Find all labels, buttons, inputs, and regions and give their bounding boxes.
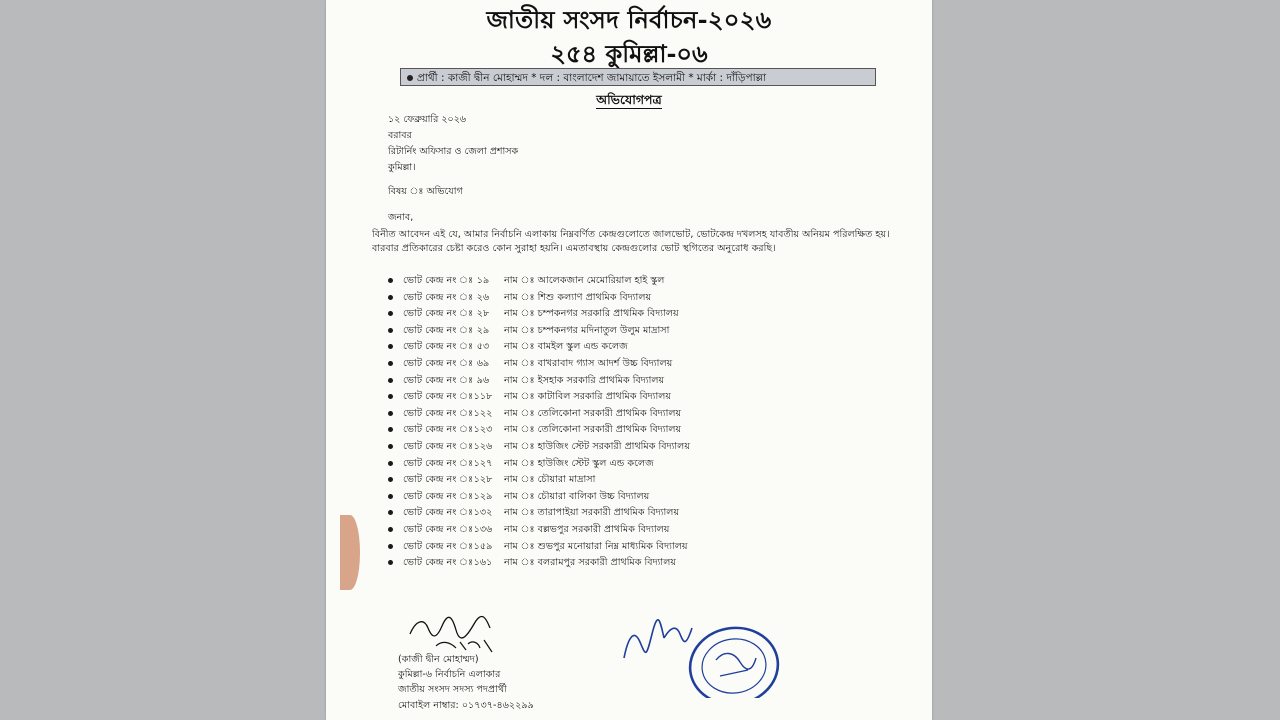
bullet-icon	[388, 328, 393, 333]
vote-center-number: ১২২	[473, 407, 493, 419]
title-election: জাতীয় সংসদ নির্বাচন-২০২৬	[486, 5, 772, 34]
vote-center-name: নাম ঃ কাটাবিল সরকারি প্রাথমিক বিদ্যালয়	[504, 391, 672, 403]
vote-center-number: ১২৮	[473, 474, 493, 486]
vote-center-label: ভোট কেন্দ্র নং ঃ	[403, 474, 474, 486]
vote-center-label: ভোট কেন্দ্র নং ঃ	[403, 424, 474, 436]
bullet-icon	[388, 411, 393, 416]
letter-recipient: রিটার্নিং অফিসার ও জেলা প্রশাসক	[388, 146, 519, 157]
bullet-icon	[388, 278, 393, 283]
letter-to: বরাবর	[388, 130, 412, 141]
vote-center-label: ভোট কেন্দ্র নং ঃ	[403, 357, 474, 369]
vote-center-name: নাম ঃ ইসহাক সরকারি প্রাথমিক বিদ্যালয়	[504, 374, 665, 386]
vote-center-number: ১৬১	[473, 557, 493, 569]
vote-center-number: ১৯	[476, 275, 490, 286]
vote-center-label: ভোট কেন্দ্র নং ঃ	[403, 507, 474, 519]
vote-center-name: নাম ঃ চম্পকনগর সরকারি প্রাথমিক বিদ্যালয়	[504, 308, 679, 320]
vote-center-label: ভোট কেন্দ্র নং ঃ	[403, 440, 474, 452]
vote-center-name: নাম ঃ তেলিকোনা সরকারী প্রাথমিক বিদ্যালয়	[504, 424, 682, 436]
bullet-icon	[388, 344, 393, 349]
vote-center-label: ভোট কেন্দ্র নং ঃ	[403, 523, 474, 535]
vote-center-label: ভোট কেন্দ্র নং ঃ	[403, 374, 474, 386]
document-page	[326, 0, 932, 720]
handwritten-signature	[406, 612, 516, 656]
bullet-icon	[388, 527, 393, 532]
vote-center-label: ভোট কেন্দ্র নং ঃ	[403, 540, 474, 552]
bullet-icon	[388, 461, 393, 466]
vote-center-name: নাম ঃ বামইল স্কুল এন্ড কলেজ	[504, 341, 628, 353]
vote-center-label: ভোট কেন্দ্র নং ঃ	[403, 457, 474, 469]
vote-center-name: নাম ঃ শুভপুর মনোয়ারা নিম্ন মাধ্যমিক বিদ্যালয়	[504, 540, 688, 552]
vote-center-number: ২৯	[476, 324, 490, 336]
vote-center-name: নাম ঃ তারাপাইয়া সরকারী প্রাথমিক বিদ্যালয়	[504, 507, 680, 519]
vote-center-number: ১২৬	[473, 440, 493, 452]
vote-center-number: ২৮	[476, 308, 490, 320]
bullet-icon	[388, 394, 393, 399]
bullet-icon	[388, 378, 393, 383]
vote-center-name: নাম ঃ আলেকজান মেমোরিয়াল হাই স্কুল	[504, 275, 665, 286]
vote-center-name: নাম ঃ চম্পকনগর মদিনাতুল উলুম মাদ্রাসা	[504, 324, 670, 336]
vote-center-number: ১১৮	[473, 391, 493, 403]
vote-center-label: ভোট কেন্দ্র নং ঃ	[403, 557, 474, 569]
finger-photo-edge	[340, 515, 360, 590]
letter-subject: বিষয় ঃ অভিযোগ	[388, 186, 463, 197]
bullet-icon	[388, 311, 393, 316]
bullet-icon	[388, 295, 393, 300]
bullet-icon	[388, 494, 393, 499]
bullet-icon	[388, 444, 393, 449]
title-constituency: ২৫৪ কুমিল্লা-০৬	[550, 39, 708, 68]
bullet-icon	[388, 510, 393, 515]
bullet-icon	[388, 560, 393, 565]
vote-center-name: নাম ঃ বাখরাবাদ গ্যাস আদর্শ উচ্চ বিদ্যালয়	[504, 357, 673, 369]
signatory-designation: জাতীয় সংসদ সদস্য পদপ্রার্থী	[398, 684, 507, 695]
bullet-icon	[388, 477, 393, 482]
vote-center-name: নাম ঃ হাউজিং স্টেট সরকারী প্রাথমিক বিদ্যালয়	[504, 440, 690, 452]
vote-center-name: নাম ঃ তেলিকোনা সরকারী প্রাথমিক বিদ্যালয়	[504, 407, 682, 419]
bullet-icon	[388, 427, 393, 432]
letter-place: কুমিল্লা।	[388, 162, 416, 173]
vote-center-label: ভোট কেন্দ্র নং ঃ	[403, 324, 474, 336]
vote-center-label: ভোট কেন্দ্র নং ঃ	[403, 341, 474, 353]
letter-salutation: জনাব,	[388, 212, 414, 223]
vote-center-number: ১২৯	[473, 490, 493, 502]
vote-center-name: নাম ঃ শিশু কল্যাণ প্রাথমিক বিদ্যালয়	[504, 291, 652, 303]
received-stamp-icon	[616, 598, 786, 698]
vote-center-name: নাম ঃ চৌয়ারা মাদ্রাসা	[504, 474, 596, 486]
vote-center-label: ভোট কেন্দ্র নং ঃ	[403, 291, 474, 303]
vote-center-number: ১৩৬	[473, 523, 493, 535]
vote-center-name: নাম ঃ বলরামপুর সরকারী প্রাথমিক বিদ্যালয়	[504, 557, 677, 569]
letter-body: বিনীত আবেদন এই যে, আমার নির্বাচনি এলাকায় নিম্নবর্ণিত কেন্দ্রগুলোতে জালভোট, ভোটকেন্দ্র দখলসহ যাবতীয় অনিয়ম পরিলক্ষিত হয়। বারবার প্রতিকারের চেষ্টা করেও কোন সুরাহা হয়নি। এমতাবস্থায় কেন্দ্রগুলোর ভোট স্থগিতের অনুরোধ করছি।	[372, 229, 890, 254]
heading-text: অভিযোগপত্র	[596, 92, 662, 107]
bullet-icon	[388, 544, 393, 549]
vote-center-label: ভোট কেন্দ্র নং ঃ	[403, 275, 474, 286]
candidate-info: প্রার্থী : কাজী দ্বীন মোহাম্মদ * দল : বাংলাদেশ জামায়াতে ইসলামী * মার্কা : দাঁড়িপাল্লা	[417, 72, 767, 84]
vote-center-name: নাম ঃ হাউজিং স্টেট স্কুল এন্ড কলেজ	[504, 457, 654, 469]
vote-center-label: ভোট কেন্দ্র নং ঃ	[403, 490, 474, 502]
vote-center-number: ১২৭	[473, 457, 493, 469]
bullet-icon	[388, 361, 393, 366]
vote-center-number: ১২৩	[473, 424, 493, 436]
vote-center-label: ভোট কেন্দ্র নং ঃ	[403, 407, 474, 419]
candidate-info-box	[400, 68, 876, 86]
bullet-icon	[407, 75, 413, 81]
vote-center-number: ৬৯	[476, 357, 490, 369]
vote-center-label: ভোট কেন্দ্র নং ঃ	[403, 308, 474, 320]
vote-center-label: ভোট কেন্দ্র নং ঃ	[403, 391, 474, 403]
vote-center-number: ২৬	[476, 291, 490, 303]
signatory-constituency: কুমিল্লা-৬ নির্বাচনি এলাকার	[398, 669, 501, 680]
signatory-mobile: মোবাইল নাম্বার: ০১৭৩৭-৪৬২২৯৯	[398, 700, 534, 711]
document-heading	[326, 92, 932, 112]
vote-center-number: ৫৩	[476, 341, 490, 353]
vote-center-number: ১৫৯	[473, 540, 493, 552]
letter-date: ১২ ফেব্রুয়ারি ২০২৬	[388, 114, 467, 125]
vote-center-number: ৯৬	[476, 374, 490, 386]
vote-center-name: নাম ঃ বল্লভপুর সরকারী প্রাথমিক বিদ্যালয়	[504, 523, 670, 535]
signatory-name: (কাজী দ্বীন মোহাম্মদ)	[398, 654, 479, 665]
vote-center-name: নাম ঃ চৌয়ারা বালিকা উচ্চ বিদ্যালয়	[504, 490, 650, 502]
vote-center-number: ১৩২	[473, 507, 493, 519]
